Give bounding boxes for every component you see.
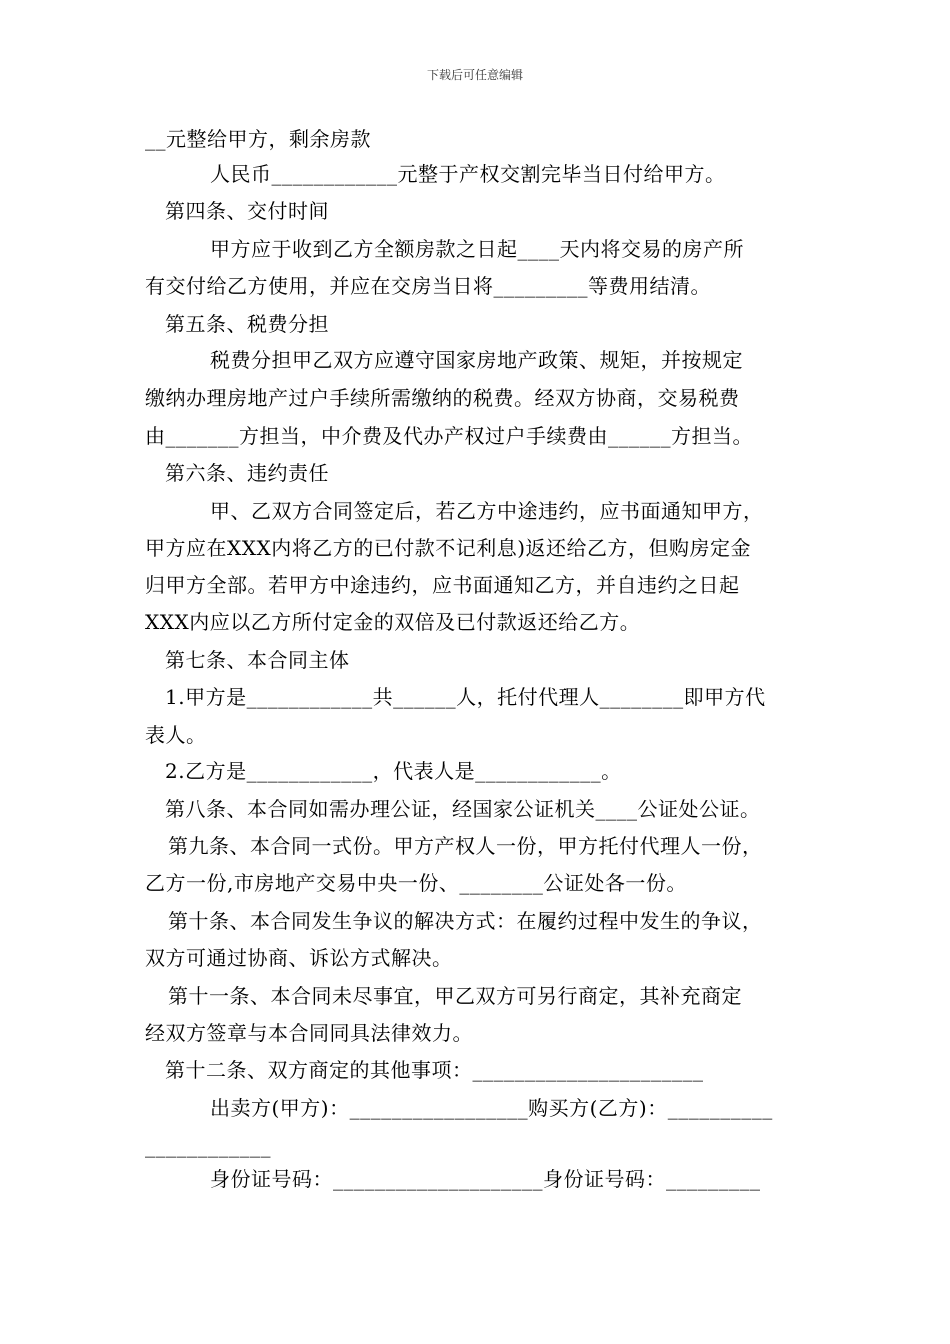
text-line: 2.乙方是____________，代表人是____________。 <box>165 759 622 783</box>
text-line: 第十一条、本合同未尽事宜，甲乙双方可另行商定，其补充商定 <box>168 984 742 1008</box>
text-line: 甲、乙双方合同签定后，若乙方中途违约，应书面通知甲方， <box>210 499 764 523</box>
signature-line: ____________ <box>145 1134 271 1158</box>
text-line: 由_______方担当，中介费及代办产权过户手续费由______方担当。 <box>145 424 753 448</box>
text-line: 第八条、本合同如需办理公证，经国家公证机关____公证处公证。 <box>165 797 761 821</box>
text-line: 第十条、本合同发生争议的解决方式：在履约过程中发生的争议， <box>168 909 763 933</box>
section-heading: 第四条、交付时间 <box>165 199 329 223</box>
text-line: 缴纳办理房地产过户手续所需缴纳的税费。经双方协商，交易税费 <box>145 386 740 410</box>
text-line: 人民币____________元整于产权交割完毕当日付给甲方。 <box>210 162 726 186</box>
text-line: 表人。 <box>145 723 207 747</box>
text-line: 第九条、本合同一式份。甲方产权人一份，甲方托付代理人一份， <box>168 834 763 858</box>
text-line: 乙方一份,市房地产交易中央一份、________公证处各一份。 <box>145 871 687 895</box>
id-number-line: 身份证号码：____________________身份证号码：_________ <box>210 1167 761 1191</box>
section-heading: 第七条、本合同主体 <box>165 648 350 672</box>
page-header: 下载后可任意编辑 <box>426 68 523 82</box>
signature-line: 出卖方(甲方)：_________________购买方(乙方)：__________ <box>210 1096 773 1120</box>
text-line: XXX内应以乙方所付定金的双倍及已付款返还给乙方。 <box>145 610 641 634</box>
text-line: 1.甲方是____________共______人，托付代理人________即甲方代 <box>165 685 766 709</box>
text-line: 经双方签章与本合同同具法律效力。 <box>145 1021 473 1045</box>
section-heading: 第十二条、双方商定的其他事项：______________________ <box>165 1058 704 1082</box>
section-heading: 第五条、税费分担 <box>165 312 329 336</box>
text-line: 有交付给乙方使用，并应在交房当日将_________等费用结清。 <box>145 274 711 298</box>
text-line: __元整给甲方，剩余房款 <box>145 127 371 151</box>
section-heading: 第六条、违约责任 <box>165 461 329 485</box>
text-line: 归甲方全部。若甲方中途违约，应书面通知乙方，并自违约之日起 <box>145 573 740 597</box>
text-line: 税费分担甲乙双方应遵守国家房地产政策、规矩，并按规定 <box>210 348 743 372</box>
text-line: 甲方应在XXX内将乙方的已付款不记利息)返还给乙方，但购房定金 <box>145 536 752 560</box>
text-line: 甲方应于收到乙方全额房款之日起____天内将交易的房产所 <box>210 237 744 261</box>
text-line: 双方可通过协商、诉讼方式解决。 <box>145 946 453 970</box>
